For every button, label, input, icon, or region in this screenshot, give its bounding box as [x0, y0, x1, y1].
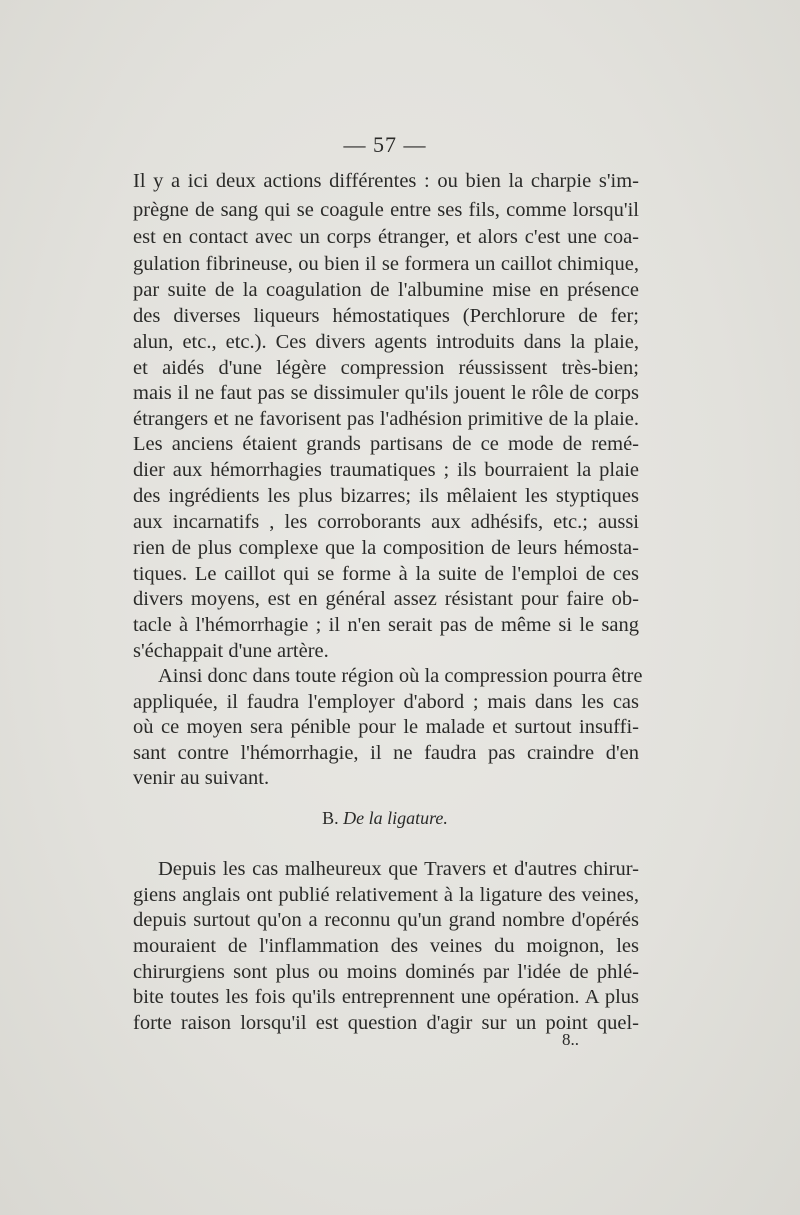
text-line: rien de plus complexe que la composition de leurs hémosta- [133, 537, 639, 559]
text-line: tiques. Le caillot qui se forme à la suite de l'emploi de ces [133, 563, 639, 585]
text-line: giens anglais ont publié relativement à la ligature des veines, [133, 884, 639, 906]
text-line: dier aux hémorrhagies traumatiques ; ils bourraient la plaie [133, 459, 639, 481]
text-line: où ce moyen sera pénible pour le malade et surtout insuffi- [133, 716, 639, 738]
section-label: B. [322, 808, 339, 828]
text-line: Les anciens étaient grands partisans de ce mode de remé- [133, 433, 639, 455]
text-line: divers moyens, est en général assez résistant pour faire ob- [133, 588, 639, 610]
text-line: étrangers et ne favorisent pas l'adhésion primitive de la plaie. [133, 408, 639, 430]
text-line: des diverses liqueurs hémostatiques (Perchlorure de fer; [133, 305, 639, 327]
text-line: aux incarnatifs , les corroborants aux adhésifs, etc.; aussi [133, 511, 639, 533]
text-line: bite toutes les fois qu'ils entreprennent une opération. A plus [133, 986, 639, 1008]
text-line: Depuis les cas malheureux que Travers et d'autres chirur- [158, 858, 639, 880]
text-line: mouraient de l'inflammation des veines du moignon, les [133, 935, 639, 957]
text-line: gulation fibrineuse, ou bien il se formera un caillot chimique, [133, 253, 639, 275]
text-line: appliquée, il faudra l'employer d'abord ; mais dans les cas [133, 691, 639, 713]
section-heading [0, 808, 770, 829]
text-line: et aidés d'une légère compression réussissent très-bien; [133, 357, 639, 379]
text-line: Il y a ici deux actions différentes : ou bien la charpie s'im- [133, 170, 639, 192]
section-title: De la ligature. [343, 808, 448, 828]
text-line: sant contre l'hémorrhagie, il ne faudra pas craindre d'en [133, 742, 639, 764]
signature-mark: 8.. [562, 1030, 579, 1049]
text-line: est en contact avec un corps étranger, et alors c'est une coa- [133, 226, 639, 248]
text-line: prègne de sang qui se coagule entre ses fils, comme lorsqu'il [133, 199, 639, 221]
text-line: forte raison lorsqu'il est question d'agir sur un point quel- [133, 1012, 639, 1034]
text-line: par suite de la coagulation de l'albumine mise en présence [133, 279, 639, 301]
text-line: venir au suivant. [133, 767, 270, 789]
text-line: tacle à l'hémorrhagie ; il n'en serait pas de même si le sang [133, 614, 639, 636]
text-line: mais il ne faut pas se dissimuler qu'ils jouent le rôle de corps [133, 382, 639, 404]
text-line: s'échappait d'une artère. [133, 640, 329, 662]
text-line: depuis surtout qu'on a reconnu qu'un grand nombre d'opérés [133, 909, 639, 931]
text-line: alun, etc., etc.). Ces divers agents introduits dans la plaie, [133, 331, 639, 353]
page-number: — 57 — [343, 132, 427, 157]
text-line: chirurgiens sont plus ou moins dominés par l'idée de phlé- [133, 961, 639, 983]
text-line: Ainsi donc dans toute région où la compression pourra être [158, 665, 643, 687]
text-line: des ingrédients les plus bizarres; ils mêlaient les styptiques [133, 485, 639, 507]
